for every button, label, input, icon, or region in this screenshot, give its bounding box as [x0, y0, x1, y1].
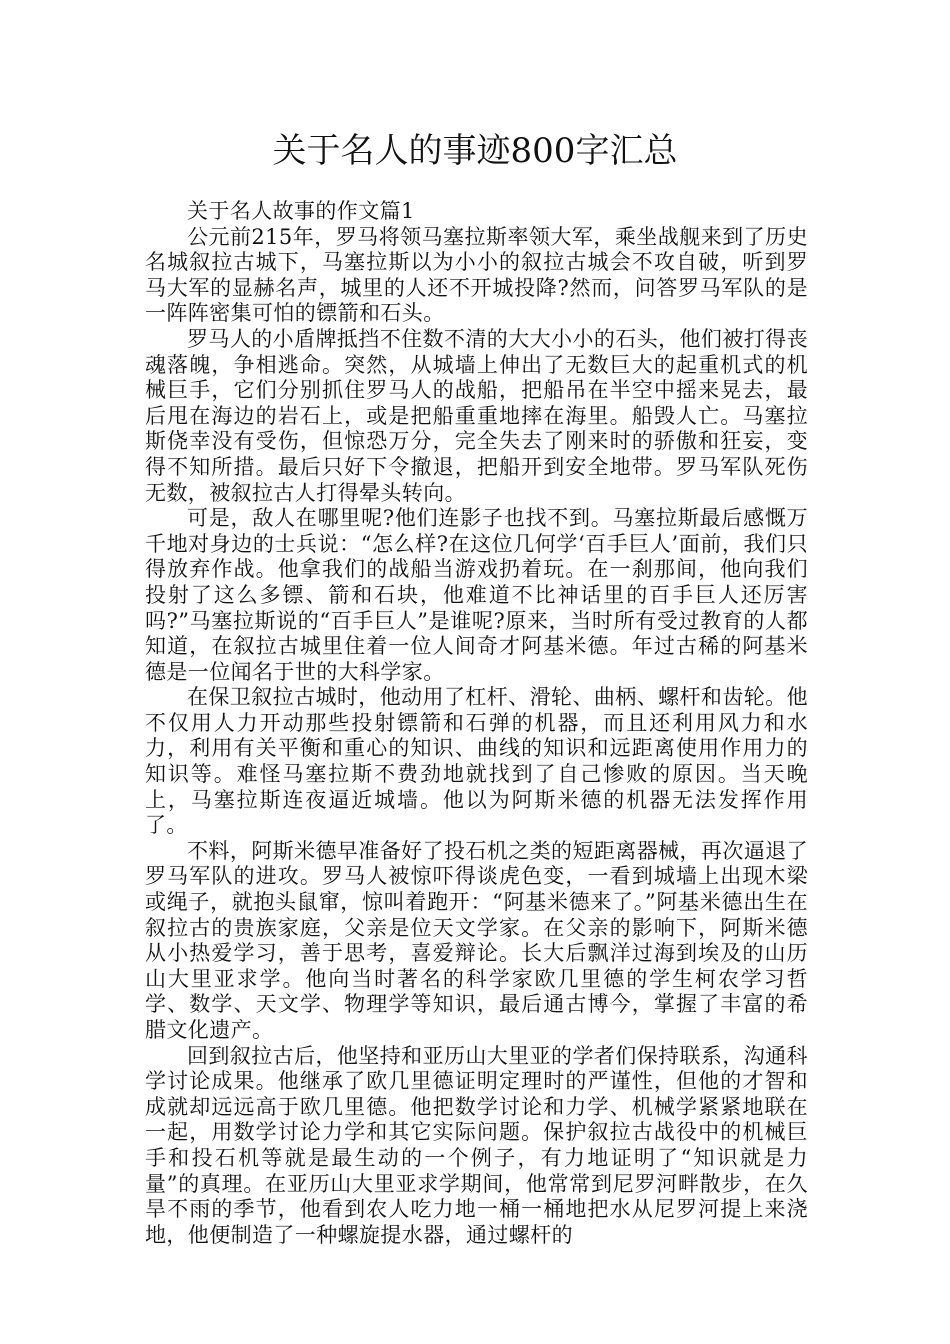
paragraph-6: 回到叙拉古后，他坚持和亚历山大里亚的学者们保持联系，沟通科学讨论成果。他继承了欧几里德证明定理时的严谨性，但他的才智和成就却远远高于欧几里德。他把数学讨论和力学、机械学紧紧地联在一起，用数学讨论力学和其它实际问题。保护叙拉古战役中的机械巨手和投石机等就是最生动的一个例子，有力地证明了“知识就是力量”的真理。在亚历山大里亚求学期间，他常常到尼罗河畔散步，在久旱不雨的季节，他看到农人吃力地一桶一桶地把水从尼罗河提上来浇地，他便制造了一种螺旋提水器，通过螺杆的 — [145, 1043, 808, 1247]
document-body — [145, 199, 808, 1248]
paragraph-5: 不料，阿斯米德早准备好了投石机之类的短距离器械，再次逼退了罗马军队的进攻。罗马人被惊吓得谈虎色变，一看到城墙上出现木梁或绳子，就抱头鼠窜，惊叫着跑开：“阿基米德来了。”阿基米德出生在叙拉古的贵族家庭，父亲是位天文学家。在父亲的影响下，阿斯米德从小热爱学习，善于思考，喜爱辩论。长大后飘洋过海到埃及的山历山大里亚求学。他向当时著名的科学家欧几里德的学生柯农学习哲学、数学、天文学、物理学等知识，最后通古博今，掌握了丰富的希腊文化遗产。 — [145, 838, 808, 1042]
section-subheading: 关于名人故事的作文篇1 — [187, 199, 415, 223]
paragraph-2: 罗马人的小盾牌抵挡不住数不清的大大小小的石头，他们被打得丧魂落魄，争相逃命。突然，从城墙上伸出了无数巨大的起重机式的机械巨手，它们分别抓住罗马人的战船，把船吊在半空中摇来晃去，最后甩在海边的岩石上，或是把船重重地摔在海里。船毁人亡。马塞拉斯侥幸没有受伤，但惊恐万分，完全失去了刚来时的骄傲和狂妄，变得不知所措。最后只好下令撤退，把船开到安全地带。罗马军队死伤无数，被叙拉古人打得晕头转向。 — [145, 326, 808, 505]
paragraph-3: 可是，敌人在哪里呢?他们连影子也找不到。马塞拉斯最后感慨万千地对身边的士兵说：“怎么样?在这位几何学‘百手巨人’面前，我们只得放弃作战。他拿我们的战船当游戏扔着玩。在一刹那间，他向我们投射了这么多镖、箭和石块，他难道不比神话里的百手巨人还厉害吗?”马塞拉斯说的“百手巨人”是谁呢?原来，当时所有受过教育的人都知道，在叙拉古城里住着一位人间奇才阿基米德。年过古稀的阿基米德是一位闻名于世的大科学家。 — [145, 506, 808, 684]
paragraph-4: 在保卫叙拉古城时，他动用了杠杆、滑轮、曲柄、螺杆和齿轮。他不仅用人力开动那些投射镖箭和石弹的机器，而且还利用风力和水力，利用有关平衡和重心的知识、曲线的知识和远距离使用作用力的知识等。难怪马塞拉斯不费劲地就找到了自己惨败的原因。当天晚上，马塞拉斯连夜逼近城墙。他以为阿斯米德的机器无法发挥作用了。 — [145, 685, 808, 838]
document-title: 关于名人的事迹800字汇总 — [272, 131, 678, 171]
paragraph-1: 公元前215年，罗马将领马塞拉斯率领大军，乘坐战舰来到了历史名城叙拉古城下，马塞拉斯以为小小的叙拉古城会不攻自破，听到罗马大军的显赫名声，城里的人还不开城投降?然而，问答罗马军队的是一阵阵密集可怕的镖箭和石头。 — [145, 224, 808, 326]
